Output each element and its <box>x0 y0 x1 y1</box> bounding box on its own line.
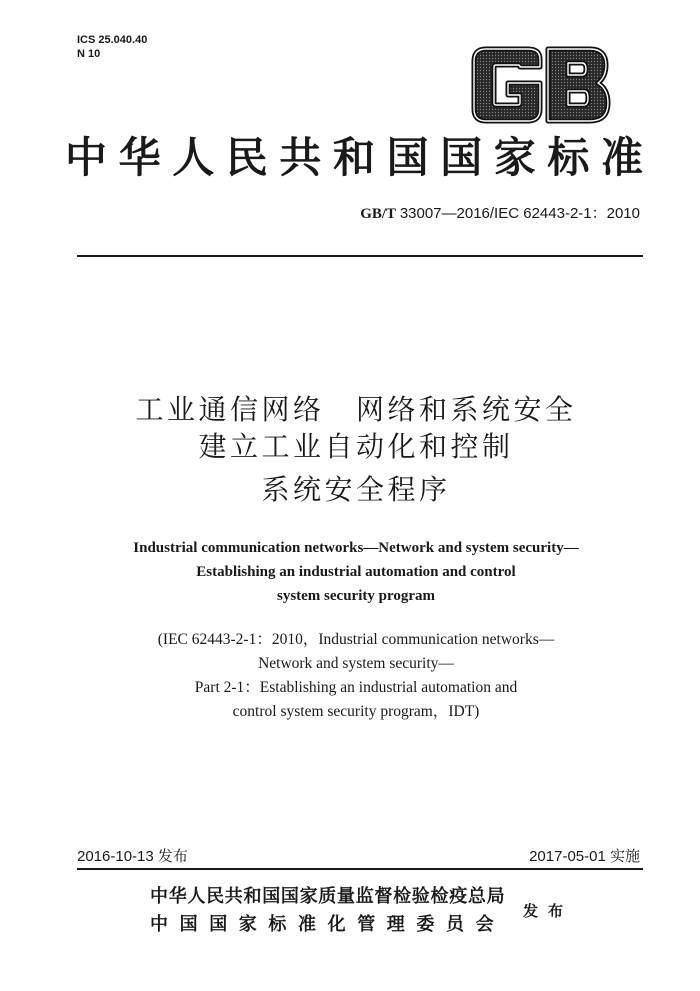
gb-logo-graphic <box>470 45 612 125</box>
issuer-sac: 中国国家标准化管理委员会 <box>150 914 506 935</box>
header-divider <box>77 255 643 257</box>
issuer-aqsiq: 中华人民共和国国家质量监督检验检疫总局 <box>150 886 506 907</box>
title-en-line: Industrial communication networks—Network and system security— <box>133 540 579 556</box>
standard-code <box>360 204 640 224</box>
adoption-line: Part 2-1：Establishing an industrial automation and <box>194 679 518 696</box>
implementation-date: 2017-05-01 实施 <box>529 848 640 865</box>
standard-code-number: 33007—2016/IEC 62443-2-1：2010 <box>399 205 640 222</box>
title-en-line: Establishing an industrial automation and control <box>196 564 516 580</box>
adoption-note <box>0 628 700 724</box>
standard-category: 中华人民共和国国家标准 <box>65 133 655 182</box>
title-zh-line: 工业通信网络 网络和系统安全 <box>135 393 577 426</box>
adoption-line: (IEC 62443-2-1：2010，Industrial communication networks— <box>157 631 555 648</box>
adoption-line: control system security program，IDT) <box>232 703 480 720</box>
logo-letter-b <box>548 49 608 121</box>
ccs-code: N 10 <box>77 48 101 60</box>
footer-divider <box>77 868 643 870</box>
title-zh <box>0 394 700 506</box>
adoption-line: Network and system security— <box>258 655 454 672</box>
logo-letter-g <box>474 49 540 121</box>
standard-code-prefix: GB/T <box>360 206 397 222</box>
title-en <box>0 536 700 608</box>
title-zh-line: 建立工业自动化和控制 <box>198 430 514 463</box>
title-en-line: system security program <box>276 588 436 604</box>
gb-logo <box>470 45 612 125</box>
issue-action: 发布 <box>523 902 574 920</box>
ics-code: ICS 25.040.40 <box>77 34 148 46</box>
issue-date: 2016-10-13 发布 <box>77 848 188 865</box>
title-zh-line: 系统安全程序 <box>261 473 451 506</box>
